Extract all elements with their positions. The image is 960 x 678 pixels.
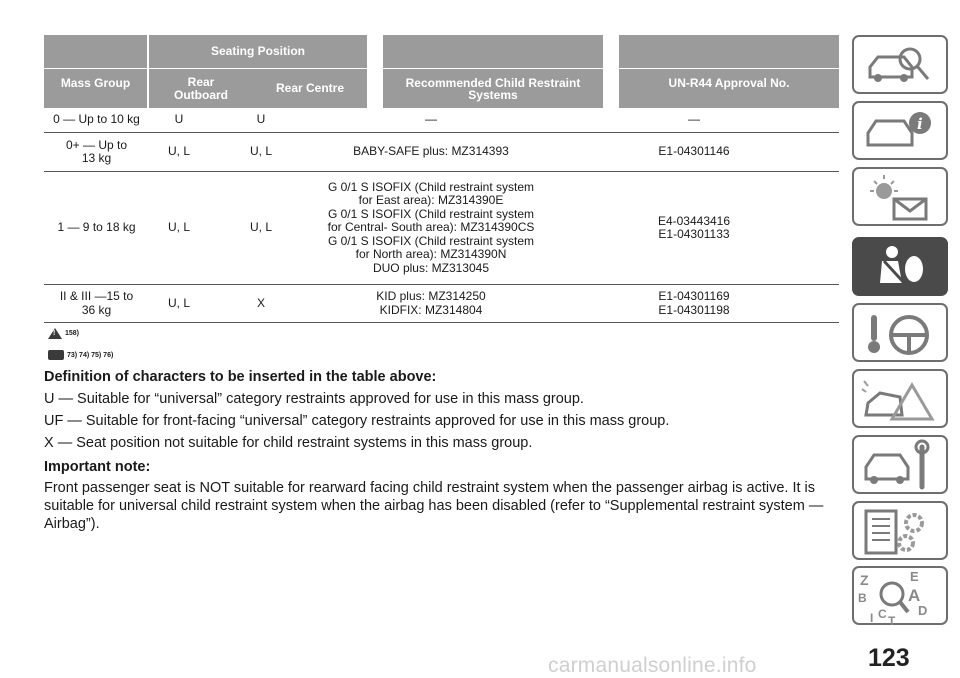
index-letter: D — [918, 603, 928, 618]
cell-systems: KID plus: MZ314250 KIDFIX: MZ314804 — [376, 289, 486, 317]
alphabetical-index-icon — [854, 568, 950, 627]
key-steering-icon — [854, 305, 950, 364]
child-restraint-table — [44, 35, 839, 323]
svg-text:i: i — [917, 115, 923, 133]
safety-seatbelt-icon — [854, 239, 950, 298]
cell-systems: G 0/1 S ISOFIX (Child restraint system for East area): MZ314390E G 0/1 S ISOFIX (Child restraint system for Central- South area): MZ314390CS G 0/1 S ISOFIX (Child restraint system for North area): MZ314390N DUO plus: MZ313045 — [327, 179, 535, 275]
header-approval-number: UN-R44 Approval No. — [619, 35, 839, 108]
important-title: Important note: — [44, 459, 151, 475]
table-row — [44, 133, 839, 172]
index-letter: I — [870, 611, 874, 625]
nav-dashboard-lights[interactable] — [852, 167, 948, 226]
header-recommended-systems: Recommended Child Restraint Systems — [383, 35, 603, 108]
nav-car-info[interactable] — [852, 101, 948, 160]
cell-mass: II & III —15 to 36 kg — [59, 289, 134, 317]
nav-car-search[interactable] — [852, 35, 948, 94]
cell-approval: — — [688, 112, 700, 127]
page-number: 123 — [868, 644, 910, 672]
table-row — [44, 172, 839, 285]
important-body: Front passenger seat is NOT suitable for rearward facing child restraint system when the passenger airbag is active. It is suitable for universal child restraint system when the airbag has been disabled (refer to “Supplemental restraint system — Airbag”). — [44, 480, 824, 532]
car-search-icon — [854, 37, 950, 96]
table-row — [44, 108, 839, 133]
definitions-title: Definition of characters to be inserted in the table above: — [44, 369, 437, 385]
header-divider — [44, 68, 839, 69]
caution-note — [48, 350, 113, 360]
cell-systems: BABY-SAFE plus: MZ314393 — [353, 144, 509, 159]
warning-note — [48, 328, 79, 339]
table-header — [44, 35, 839, 108]
definition-uf: UF — Suitable for front-facing “universal” category restraints approved for use in this mass group. — [44, 413, 670, 429]
cell-centre: X — [256, 295, 265, 310]
cell-systems: — — [425, 112, 437, 127]
header-rear-centre: Rear Centre — [253, 69, 367, 108]
cell-outboard: U, L — [167, 144, 190, 159]
nav-technical-data[interactable] — [852, 501, 948, 560]
nav-safety[interactable] — [852, 237, 948, 296]
warning-ref[interactable]: 158) — [65, 330, 80, 337]
index-letter: E — [910, 569, 919, 584]
cell-outboard: U, L — [167, 220, 190, 235]
warning-triangle-icon — [48, 328, 62, 339]
watermark: carmanualsonline.info — [548, 654, 757, 677]
dashboard-lights-icon — [854, 169, 950, 228]
cell-mass: 0 — Up to 10 kg — [53, 112, 140, 127]
cell-mass: 1 — 9 to 18 kg — [57, 220, 136, 235]
definition-x: X — Seat position not suitable for child restraint systems in this mass group. — [44, 435, 533, 451]
index-letter: B — [858, 591, 867, 605]
definition-u: U — Suitable for “universal” category restraints approved for use in this mass group. — [44, 391, 584, 407]
car-emergency-icon — [854, 371, 950, 430]
nav-alphabetical-index[interactable] — [852, 566, 948, 625]
car-maintenance-icon — [854, 437, 950, 496]
cell-approval: E1-04301169 E1-04301198 — [658, 289, 730, 317]
cell-approval: E4-03443416 E1-04301133 — [657, 213, 731, 241]
cell-centre: U, L — [249, 144, 272, 159]
caution-refs[interactable]: 73) 74) 75) 76) — [67, 351, 114, 359]
cell-approval: E1-04301146 — [658, 144, 730, 159]
cell-centre: U — [256, 112, 266, 127]
table-row — [44, 285, 839, 323]
car-info-icon — [854, 103, 950, 162]
header-seating-position: Seating Position — [149, 35, 367, 68]
cell-mass: 0+ — Up to 13 kg — [65, 137, 128, 165]
cell-outboard: U, L — [167, 295, 190, 310]
index-letter: A — [908, 586, 921, 605]
caution-hand-icon — [48, 350, 64, 360]
nav-car-emergency[interactable] — [852, 369, 948, 428]
header-rear-outboard: Rear Outboard — [149, 69, 253, 108]
index-letter: C — [878, 607, 887, 621]
index-letter: T — [888, 614, 896, 627]
header-mass-group-label: Mass Group — [60, 76, 131, 91]
cell-centre: U, L — [249, 220, 272, 235]
header-mass-group — [44, 35, 147, 108]
technical-data-icon — [854, 503, 950, 562]
cell-outboard: U — [174, 112, 184, 127]
nav-key-steering[interactable] — [852, 303, 948, 362]
index-letter: Z — [860, 572, 869, 588]
nav-car-maintenance[interactable] — [852, 435, 948, 494]
